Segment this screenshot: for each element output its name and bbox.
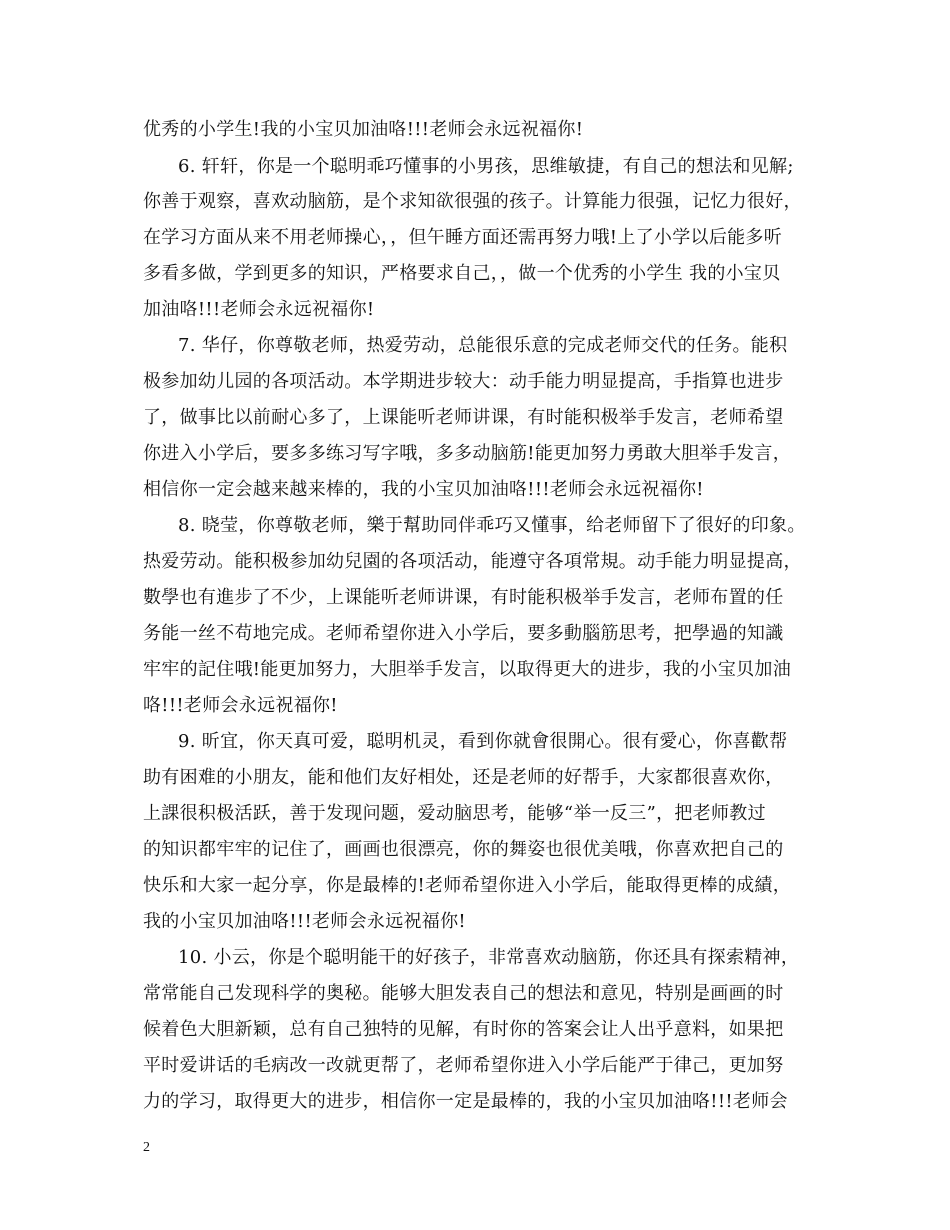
text-line: 平时爱讲话的毛病改一改就更帮了，老师希望你进入小学后能严于律己，更加努 [143,1055,784,1076]
text-line: 加油咯!!!老师会永远祝福你! [143,299,375,320]
text-line: 助有困难的小朋友，能和他们友好相处，还是老师的好帮手，大家都很喜欢你， [143,767,784,788]
text-line: 力的学习，取得更大的进步，相信你一定是最棒的，我的小宝贝加油咯!!!老师会 [143,1091,788,1112]
text-line: 牢牢的記住哦!能更加努力，大胆举手发言，以取得更大的进步，我的小宝贝加油 [143,659,792,680]
text-line: 多看多做，学到更多的知识，严格要求自己，，做一个优秀的小学生 我的小宝贝 [143,263,781,284]
text-line: 热爱劳动。能积极参加幼兒園的各项活动，能遵守各項常規。动手能力明显提高， [143,551,802,572]
text-line: 數學也有進步了不少，上课能听老师讲课，有时能积极举手发言，老师布置的任 [143,587,784,608]
text-line: 我的小宝贝加油咯!!!老师会永远祝福你! [143,911,466,932]
text-line: 在学习方面从来不用老师操心，，但午睡方面还需再努力哦!上了小学以后能多听 [143,227,783,248]
text-line: 8. 晓莹，你尊敬老师，樂于幫助同伴乖巧又懂事，给老师留下了很好的印象。 [178,515,806,536]
text-line: 6. 轩轩，你是一个聪明乖巧懂事的小男孩，思维敏捷，有自己的想法和见解; [178,156,794,177]
text-line: 极参加幼儿园的各项活动。本学期进步较大：动手能力明显提高，手指算也进步 [143,371,784,392]
text-line: 务能一丝不苟地完成。老师希望你进入小学后，要多動腦筋思考，把學過的知識 [143,623,784,644]
text-line: 上課很积极活跃，善于发现问题，爱动脑思考，能够“举一反三”，把老师教过 [143,803,766,824]
text-line: 你进入小学后，要多多练习写字哦，多多动脑筋!能更加努力勇敢大胆举手发言， [143,443,792,464]
text-line: 你善于观察，喜欢动脑筋，是个求知欲很强的孩子。计算能力很强，记忆力很好， [143,191,802,212]
text-line: 了，做事比以前耐心多了，上课能听老师讲课，有时能积极举手发言，老师希望 [143,407,784,428]
text-line: 7. 华仔，你尊敬老师，热爱劳动，总能很乐意的完成老师交代的任务。能积 [178,335,788,356]
text-line: 10. 小云，你是个聪明能干的好孩子，非常喜欢动脑筋，你还具有探索精神， [178,947,800,968]
text-line: 优秀的小学生!我的小宝贝加油咯!!!老师会永远祝福你! [143,119,584,140]
text-line: 咯!!!老师会永远祝福你! [143,695,338,716]
page-number: 2 [143,1140,150,1155]
text-line: 常常能自己发现科学的奥秘。能够大胆发表自己的想法和意见，特别是画画的时 [143,983,784,1004]
text-line: 9. 昕宜，你天真可爱，聪明机灵，看到你就會很開心。很有愛心，你喜歡帮 [178,731,788,752]
text-line: 相信你一定会越来越来棒的，我的小宝贝加油咯!!!老师会永远祝福你! [143,479,704,500]
text-line: 的知识都牢牢的记住了，画画也很漂亮，你的舞姿也很优美哦，你喜欢把自己的 [143,839,784,860]
text-line: 候着色大胆新颖，总有自己独特的见解，有时你的答案会让人出乎意料，如果把 [143,1019,784,1040]
text-line: 快乐和大家一起分享，你是最棒的!老师希望你进入小学后，能取得更棒的成績， [143,875,792,896]
